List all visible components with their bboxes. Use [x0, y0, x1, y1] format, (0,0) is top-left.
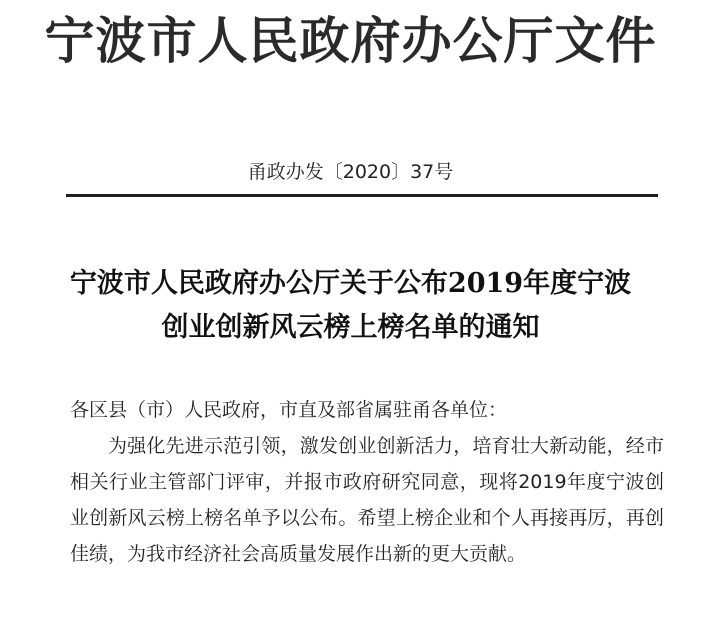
document-number: 甬政办发〔2020〕37号	[247, 161, 454, 183]
document-title	[30, 262, 671, 350]
title-line-2: 创业创新风云榜上榜名单的通知	[161, 312, 540, 343]
title-line-1: 宁波市人民政府办公厅关于公布2019年度宁波	[69, 268, 632, 299]
salutation: 各区县（市）人民政府，市直及部省属驻甬各单位：	[70, 399, 508, 421]
header-divider	[66, 194, 658, 197]
document-masthead: 宁波市人民政府办公厅文件	[44, 11, 657, 70]
document-body	[70, 392, 664, 572]
body-paragraph: 为强化先进示范引领，激发创业创新活力，培育壮大新动能，经市相关行业主管部门评审，并报市政府研究同意，现将2019年度宁波创业创新风云榜上榜名单予以公布。希望上榜企业和个人再接再厉，再创佳绩，为我市经济社会高质量发展作出新的更大贡献。	[70, 435, 664, 565]
